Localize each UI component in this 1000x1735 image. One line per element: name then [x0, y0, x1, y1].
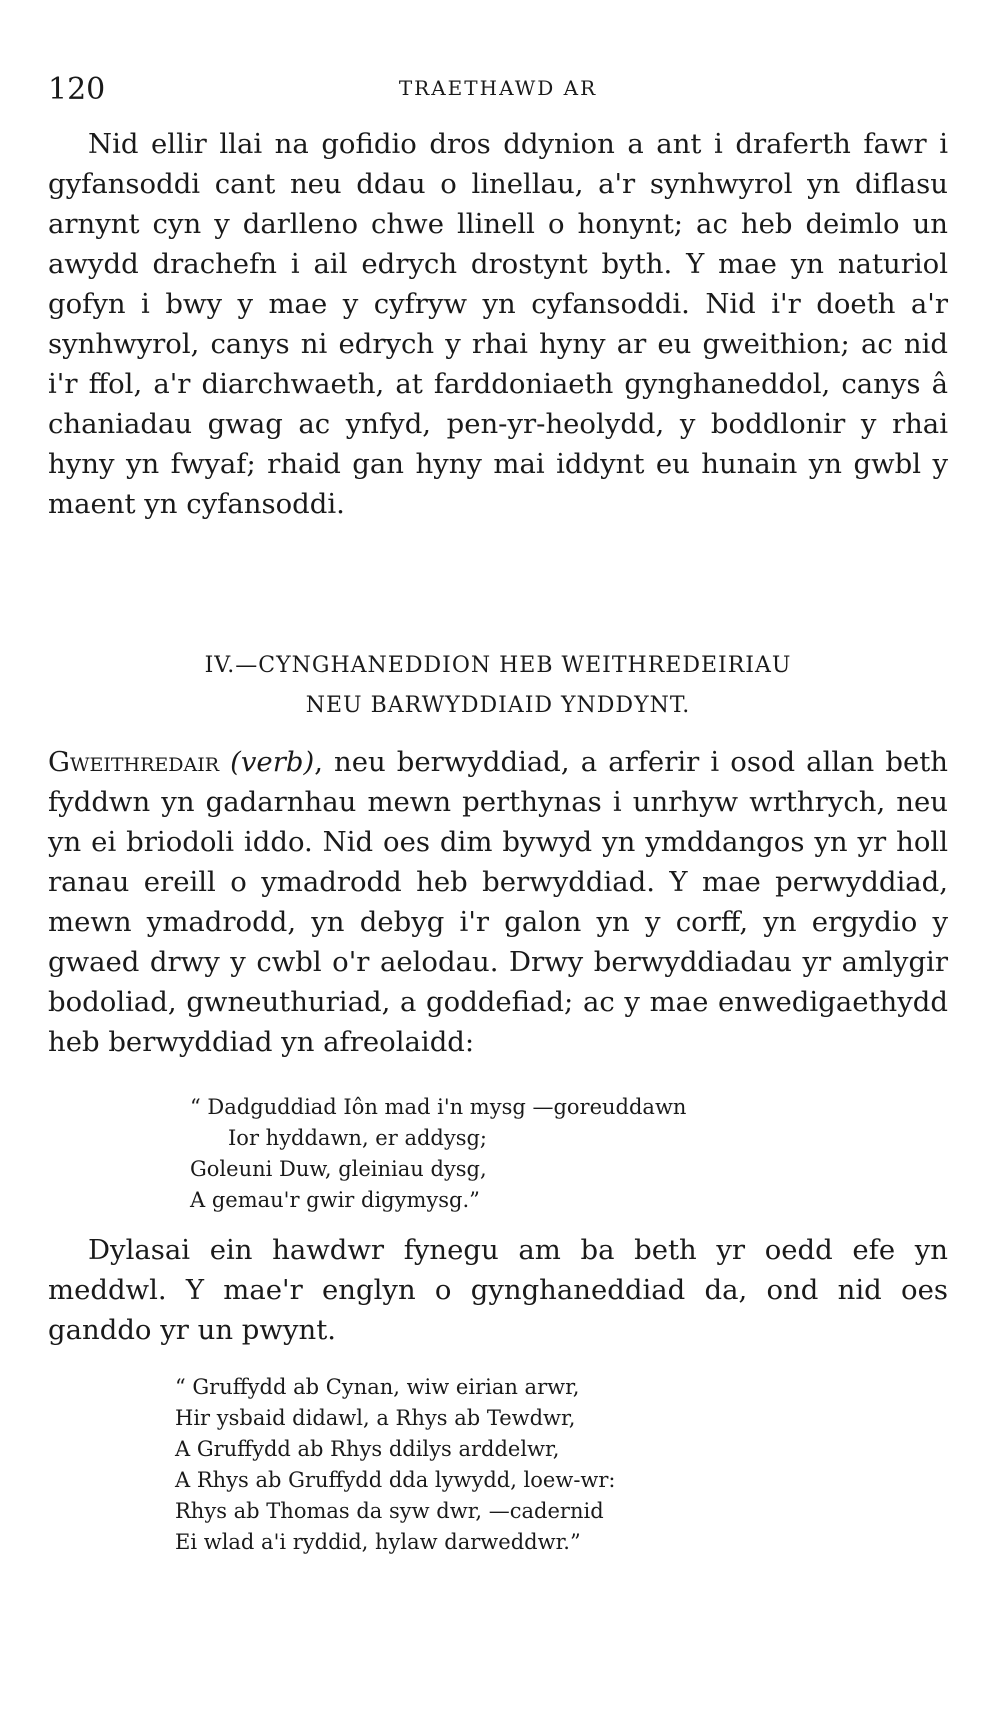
- englyn-quotation: [190, 1092, 686, 1216]
- page-header: [48, 72, 948, 112]
- running-head: TRAETHAWD AR: [398, 76, 598, 100]
- verse-line: Ior hyddawn, er addysg;: [228, 1126, 488, 1150]
- verse-line: A Gruffydd ab Rhys ddilys arddelwr,: [175, 1437, 560, 1461]
- verb-paragraph: [48, 742, 948, 1062]
- verb-term: (verb): [230, 746, 315, 778]
- page-number: 120: [48, 72, 106, 107]
- verse-line: “ Gruffydd ab Cynan, wiw eirian arwr,: [175, 1375, 580, 1399]
- commentary-paragraph: Dylasai ein hawdwr fynegu am ba beth yr oedd efe yn meddwl. Y mae'r englyn o gynghaneddiad da, ond nid oes ganddo yr un pwynt.: [48, 1234, 948, 1346]
- verse-line: A gemau'r gwir digymysg.”: [190, 1188, 480, 1212]
- verse-line: Hir ysbaid didawl, a Rhys ab Tewdwr,: [175, 1406, 576, 1430]
- verse-line: “ Dadguddiad Iôn mad i'n mysg —goreuddawn: [190, 1095, 687, 1119]
- section-heading-line-2: NEU BARWYDDIAID YNDDYNT.: [305, 693, 691, 718]
- verb-paragraph-text: , neu berwyddiad, a arferir i osod allan beth fyddwn yn gadarnhau mewn perthynas i unrhyw wrthrych, neu yn ei briodoli iddo. Nid oes dim bywyd yn ymddangos yn yr holl ranau ereill o ymadrodd heb berwyddiad. Y mae perwyddiad, mewn ymadrodd, yn debyg i'r galon yn y corff, yn ergydio y gwaed drwy y cwbl o'r aelodau. Drwy berwyddiadau yr amlygir bodoliad, gwneuthuriad, a goddefiad; ac y mae enwedigaethydd heb berwyddiad yn afreolaidd:: [48, 746, 948, 1058]
- paragraph-lead-word: Gweithredair: [48, 746, 220, 778]
- section-heading: [48, 646, 948, 726]
- opening-paragraph: Nid ellir llai na gofidio dros ddynion a ant i draferth fawr i gyfansoddi cant neu ddau o linellau, a'r synhwyrol yn diflasu arnynt cyn y darlleno chwe llinell o honynt; ac heb deimlo un awydd drachefn i ail edrych drostynt byth. Y mae yn naturiol gofyn i bwy y mae y cyfryw yn cyfansoddi. Nid i'r doeth a'r synhwyrol, canys ni edrych y rhai hyny ar eu gweithion; ac nid i'r ffol, a'r diarchwaeth, at farddoniaeth gynghaneddol, canys â chaniadau gwag ac ynfyd, pen-yr-heolydd, y boddlonir y rhai hyny yn fwyaf; rhaid gan hyny mai iddynt eu hunain yn gwbl y maent yn cyfansoddi.: [48, 128, 948, 520]
- genealogy-verse-quotation: [175, 1372, 616, 1558]
- verse-line: Rhys ab Thomas da syw dwr, —cadernid: [175, 1499, 604, 1523]
- section-heading-line-1: IV.—CYNGHANEDDION HEB WEITHREDEIRIAU: [204, 653, 792, 678]
- verse-line: A Rhys ab Gruffydd dda lywydd, loew-wr:: [175, 1468, 616, 1492]
- verse-line: Ei wlad a'i ryddid, hylaw darweddwr.”: [175, 1530, 581, 1554]
- verse-line: Goleuni Duw, gleiniau dysg,: [190, 1157, 487, 1181]
